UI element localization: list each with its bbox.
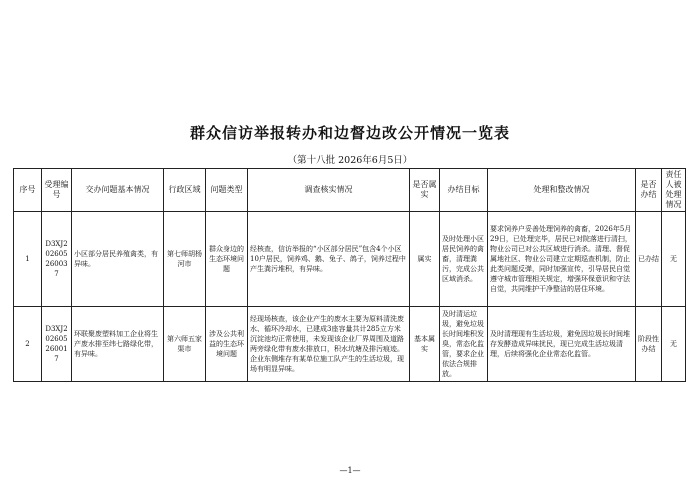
cell-closed: 已办结	[636, 212, 662, 307]
page-number: —1—	[339, 466, 361, 475]
cell-handling: 要求饲养户妥善处理饲养的禽畜，2026年5月29日，已处理完毕，居民已对院落进行清扫，物业公司已对公共区域进行消杀。清理、督促属地社区、物业公司建立定期巡查机制，防止此类问题反弹，同时加强宣传，引导居民自觉遵守城市管理相关规定，增强环保意识和守法自觉，共同维护干净整洁的居住环境。	[488, 212, 636, 307]
header-goal: 办结目标	[440, 169, 488, 212]
cell-region: 第七师胡杨河市	[164, 212, 206, 307]
cell-investigation: 经现场核查，该企业产生的废水主要为原料清洗废水、循环冷却水，已建成3座容量共计285立方米沉淀池均正常使用，未发现该企业厂界周围及道路两旁绿化带有废水排放口，积水坑塘及排污痕迹。企业东侧堆存有某单位施工队产生的生活垃圾，现场有明显异味。	[248, 307, 410, 382]
cell-closed: 阶段性办结	[636, 307, 662, 382]
header-issue: 交办问题基本情况	[72, 169, 164, 212]
batch-date-subtitle: （第十八批 2026年6月5日）	[287, 155, 413, 166]
cell-responsible: 无	[662, 307, 686, 382]
complaints-table	[13, 168, 686, 382]
header-region: 行政区域	[164, 169, 206, 212]
cell-no: 2	[14, 307, 42, 382]
header-handling: 处理和整改情况	[488, 169, 636, 212]
cell-investigation: 经核查，信访举报的“小区部分居民”包含4个小区10户居民，饲养鸡、鹅、兔子、鸽子，饲养过程中产生粪污堆积，有异味。	[248, 212, 410, 307]
cell-verified: 属实	[410, 212, 440, 307]
cell-goal: 及时处理小区居民饲养的禽畜，清理粪污，完成公共区域消杀。	[440, 212, 488, 307]
table-header-row	[14, 169, 686, 212]
cell-goal: 及时清运垃圾，避免垃圾长时间堆积发臭，常态化监管，要求企业依法合规排放。	[440, 307, 488, 382]
table-row	[14, 307, 686, 382]
header-responsible: 责任人被处理情况	[662, 169, 686, 212]
header-no: 序号	[14, 169, 42, 212]
header-closed: 是否办结	[636, 169, 662, 212]
header-investigation: 调查核实情况	[248, 169, 410, 212]
cell-issue: 环联聚废塑料加工企业将生产废水排至纬七路绿化带，有异味。	[72, 307, 164, 382]
cell-verified: 基本属实	[410, 307, 440, 382]
cell-type: 涉及公共利益的生态环境问题	[206, 307, 248, 382]
header-type: 问题类型	[206, 169, 248, 212]
table-row	[14, 212, 686, 307]
cell-no: 1	[14, 212, 42, 307]
cell-responsible: 无	[662, 212, 686, 307]
cell-id: D3XJ202605260037	[42, 212, 72, 307]
header-verified: 是否属实	[410, 169, 440, 212]
document-title: 群众信访举报转办和边督边改公开情况一览表	[189, 124, 510, 142]
cell-type: 群众身边的生态环境问题	[206, 212, 248, 307]
cell-region: 第六师五家渠市	[164, 307, 206, 382]
cell-id: D3XJ202605260017	[42, 307, 72, 382]
cell-issue: 小区部分居民养殖禽类，有异味。	[72, 212, 164, 307]
cell-handling: 及时清理现有生活垃圾，避免因垃圾长时间堆存发酵造成异味扰民，现已完成生活垃圾清理，后续将强化企业常态化监管。	[488, 307, 636, 382]
header-id: 受理编号	[42, 169, 72, 212]
